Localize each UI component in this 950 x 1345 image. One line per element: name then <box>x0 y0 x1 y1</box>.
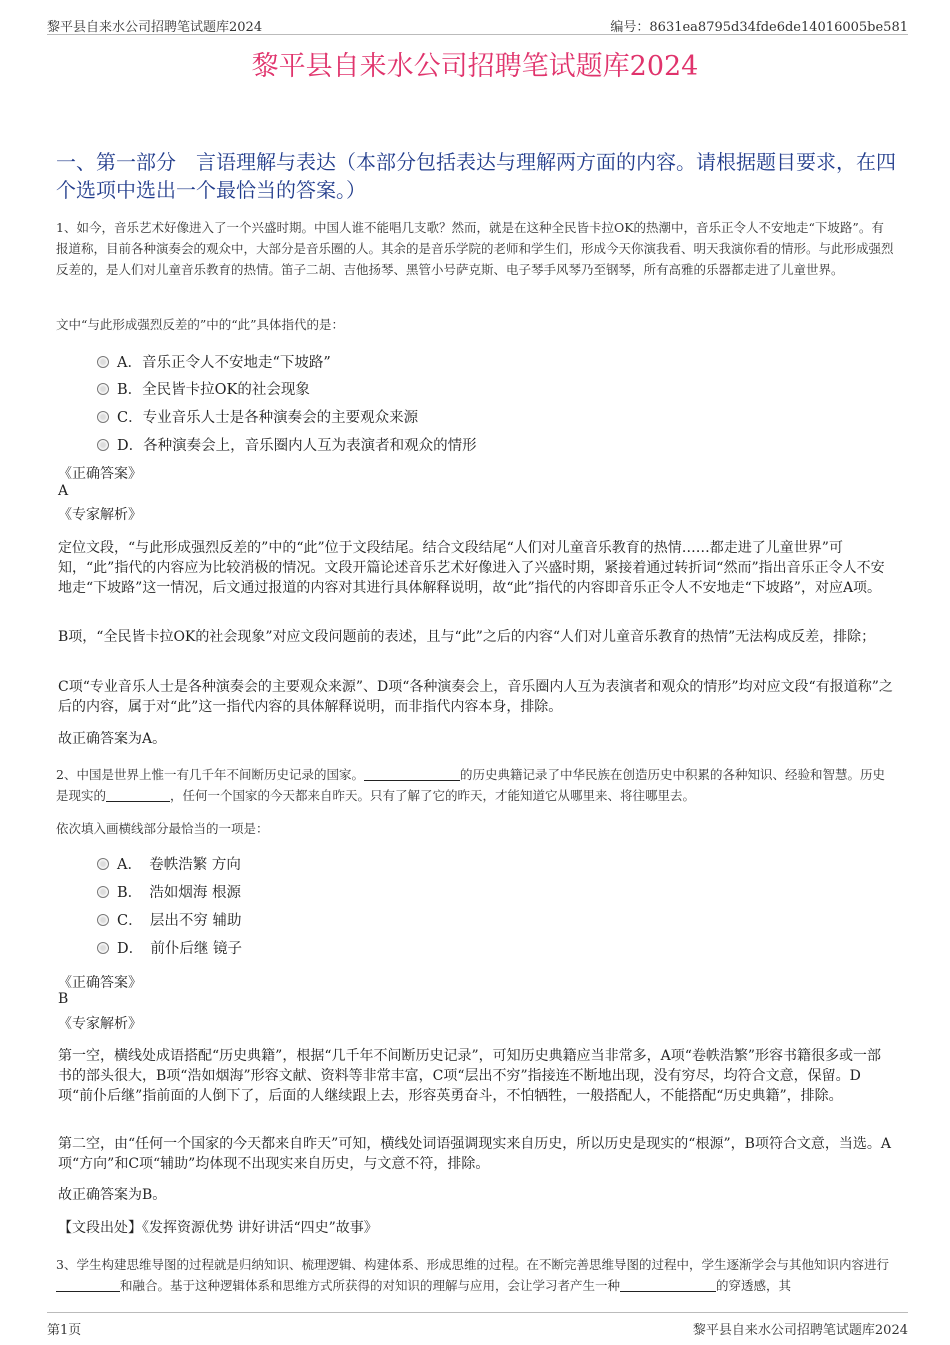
q3-blank-2 <box>620 1279 716 1292</box>
document-title: 黎平县自来水公司招聘笔试题库2024 <box>251 51 699 82</box>
radio-icon[interactable] <box>97 356 109 368</box>
radio-icon[interactable] <box>97 942 109 954</box>
q1-analysis-label: 《专家解析》 <box>58 507 142 523</box>
q2-option-d[interactable]: D． 前仆后继 镜子 <box>97 937 242 958</box>
q2-prompt: 依次填入画横线部分最恰当的一项是： <box>56 821 269 836</box>
radio-icon[interactable] <box>97 383 109 395</box>
q1-answer-label: 《正确答案》 <box>58 466 142 482</box>
q2-blank-1 <box>364 768 460 781</box>
q1-stem: 1、如今，音乐艺术好像进入了一个兴盛时期。中国人谁不能唱几支歌？然而，就是在这种全民皆卡拉OK的热潮中，音乐正令人不安地走“下坡路”。有报道称，目前各种演奏会的观众中，大部分是音乐圈的人。其余的是音乐学院的老师和学生们，形成今天你演我看、明天我演你看的情形。与此形成强烈反差的，是人们对儿童音乐教育的热情。笛子二胡、吉他扬琴、黑管小号萨克斯、电子琴手风琴乃至钢琴，所有高雅的乐器都走进了儿童世界。 <box>56 220 894 277</box>
page-footer <box>47 1312 908 1337</box>
radio-icon[interactable] <box>97 439 109 451</box>
q3-stem: 3、学生构建思维导图的过程就是归纳知识、梳理逻辑、构建体系、形成思维的过程。在不断完善思维导图的过程中，学生逐渐学会与其他知识内容进行和融合。基于这种逻辑体系和思维方式所获得的对知识的理解与应用，会让学习者产生一种 的穿透感，其 <box>56 1257 889 1293</box>
q1-prompt: 文中“与此形成强烈反差的”中的“此”具体指代的是： <box>56 317 345 332</box>
footer-page-number: 第1页 <box>47 1323 82 1338</box>
q1-option-b[interactable]: B．全民皆卡拉OK的社会现象 <box>97 378 310 399</box>
radio-icon[interactable] <box>97 914 109 926</box>
q2-stem: 2、中国是世界上惟一有几千年不间断历史记录的国家。 的历史典籍记录了中华民族在创造历史中积累的各种知识、经验和智慧。历史是现实的 ，任何一个国家的今天都来自昨天。只有了解了它的昨天，才能知道它从哪里来、将往哪里去。 <box>56 767 885 803</box>
page-header <box>47 14 908 35</box>
q2-analysis-3: 故正确答案为B。 <box>58 1187 167 1203</box>
header-doc-id: 编号：8631ea8795d34fde6de14016005be581 <box>610 20 908 35</box>
q1-option-c[interactable]: C．专业音乐人士是各种演奏会的主要观众来源 <box>97 406 418 427</box>
q1-answer: A <box>58 483 69 499</box>
q1-analysis-1: 定位文段，“与此形成强烈反差的”中的“此”位于文段结尾。结合文段结尾“人们对儿童音乐教育的热情……都走进了儿童世界”可知，“此”指代的内容应为比较消极的情况。文段开篇论述音乐艺术好像进入了兴盛时期，紧接着通过转折词“然而”指出音乐正令人不安地走“下坡路”这一情况，后文通过报道的内容对其进行具体解释说明，故“此”指代的内容即音乐正令人不安地走“下坡路”，对应A项。 <box>58 540 885 596</box>
q2-source: 【文段出处】《发挥资源优势 讲好讲活“四史”故事》 <box>58 1220 378 1236</box>
q2-option-c[interactable]: C． 层出不穷 辅助 <box>97 909 241 930</box>
radio-icon[interactable] <box>97 411 109 423</box>
q2-analysis-1: 第一空，横线处成语搭配“历史典籍”，根据“几千年不间断历史记录”，可知历史典籍应当非常多，A项“卷帙浩繁”形容书籍很多或一部书的部头很大，B项“浩如烟海”形容文献、资料等非常丰富，C项“层出不穷”指接连不断地出现，没有穷尽，均符合文意，保留。D项“前仆后继”指前面的人倒下了，后面的人继续跟上去，形容英勇奋斗，不怕牺牲，一般搭配人，不能搭配“历史典籍”，排除。 <box>58 1048 882 1104</box>
q2-option-b[interactable]: B． 浩如烟海 根源 <box>97 881 241 902</box>
q2-blank-2 <box>106 789 170 802</box>
q1-analysis-4: 故正确答案为A。 <box>58 731 167 747</box>
footer-doc-title: 黎平县自来水公司招聘笔试题库2024 <box>692 1323 908 1338</box>
radio-icon[interactable] <box>97 858 109 870</box>
q1-option-a[interactable]: A．音乐正令人不安地走“下坡路” <box>97 351 331 372</box>
q1-option-d[interactable]: D．各种演奏会上，音乐圈内人互为表演者和观众的情形 <box>97 434 477 455</box>
section-heading: 一、第一部分 言语理解与表达（本部分包括表达与理解两方面的内容。请根据题目要求，在四个选项中选出一个最恰当的答案。） <box>56 150 896 202</box>
q2-analysis-label: 《专家解析》 <box>58 1016 142 1032</box>
q2-analysis-2: 第二空，由“任何一个国家的今天都来自昨天”可知，横线处词语强调现实来自历史，所以历史是现实的“根源”，B项符合文意，当选。A项“方向”和C项“辅助”均体现不出现实来自历史，与文意不符，排除。 <box>58 1136 892 1172</box>
radio-icon[interactable] <box>97 886 109 898</box>
q3-blank-1 <box>56 1279 120 1292</box>
q2-answer: B <box>58 991 69 1007</box>
header-doc-title: 黎平县自来水公司招聘笔试题库2024 <box>47 20 263 35</box>
q1-analysis-3: C项“专业音乐人士是各种演奏会的主要观众来源”、D项“各种演奏会上，音乐圈内人互为表演者和观众的情形”均对应文段“有报道称”之后的内容，属于对“此”这一指代内容的具体解释说明，而非指代内容本身，排除。 <box>58 679 893 715</box>
q2-option-a[interactable]: A． 卷帙浩繁 方向 <box>97 853 241 874</box>
q1-analysis-2: B项，“全民皆卡拉OK的社会现象”对应文段问题前的表述，且与“此”之后的内容“人们对儿童音乐教育的热情”无法构成反差，排除； <box>58 629 876 645</box>
q2-answer-label: 《正确答案》 <box>58 975 142 991</box>
